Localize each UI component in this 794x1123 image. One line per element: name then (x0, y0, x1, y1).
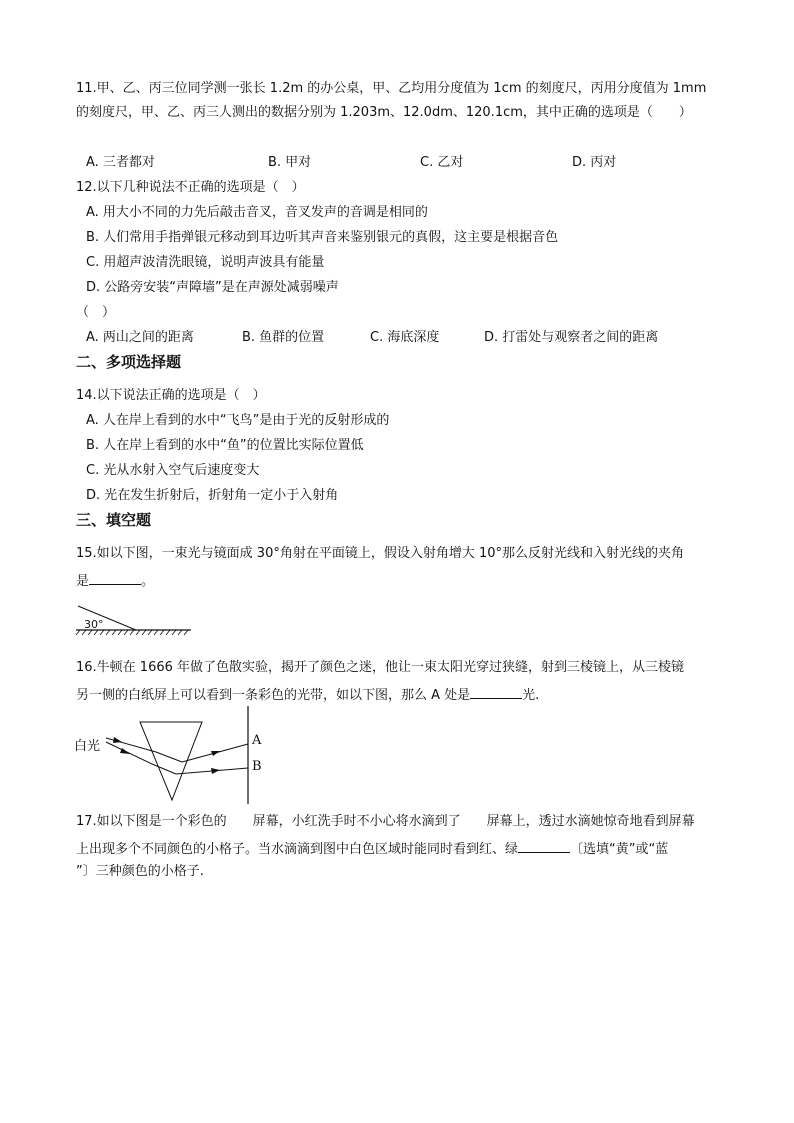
q15-stem-line2 (76, 570, 154, 591)
q17-line2-post: 〔选填“黄”或“蓝 (570, 842, 669, 857)
q13-option-b[interactable]: B. 鱼群的位置 (242, 330, 325, 345)
prism (140, 722, 202, 800)
inner-ray-upper (156, 752, 182, 762)
q14-stem: 14.以下说法正确的选项是（ ） (76, 388, 266, 403)
q14-option-c[interactable]: C. 光从水射入空气后速度变大 (86, 463, 260, 478)
section-title-multiple-choice: 二、多项选择题 (76, 353, 182, 371)
q17-stem-line1: 17.如以下图是一个彩色的 屏幕，小红洗手时不小心将水滴到了 屏幕上，透过水滴她惊奇地看到屏幕 (76, 814, 695, 829)
q13-stem: （ ） (76, 305, 116, 320)
q13-option-d[interactable]: D. 打雷处与观察者之间的距离 (484, 330, 659, 345)
q16-line2-post: 光. (522, 688, 540, 703)
angle-label: 30° (84, 618, 104, 631)
q17-stem-line2 (76, 838, 668, 859)
q13-option-a[interactable]: A. 两山之间的距离 (86, 330, 194, 345)
arrowhead-1 (113, 737, 122, 743)
q11-option-b[interactable]: B. 甲对 (268, 155, 312, 170)
q13-option-c[interactable]: C. 海底深度 (370, 330, 440, 345)
q17-answer-blank[interactable] (518, 838, 570, 853)
q17-line2-pre: 上出现多个不同颜色的小格子。当水滴滴到图中白色区域时能同时看到红、绿 (76, 842, 519, 857)
q14-option-d[interactable]: D. 光在发生折射后，折射角一定小于入射角 (86, 488, 339, 503)
arrowhead-3 (211, 751, 220, 756)
q14-option-b[interactable]: B. 人在岸上看到的水中“鱼”的位置比实际位置低 (86, 438, 364, 453)
white-light-label: 白光 (74, 739, 101, 754)
q12-option-d[interactable]: D. 公路旁安装“声障墙”是在声源处减弱噪声 (86, 280, 339, 295)
inner-ray-lower (152, 764, 176, 774)
incident-ray-lower (106, 742, 152, 764)
q17-stem-line3: ”〕三种颜色的小格子. (76, 864, 204, 879)
q15-line2-pre: 是 (76, 574, 90, 589)
q16-answer-blank[interactable] (470, 684, 522, 699)
section-title-fill-blank: 三、填空题 (76, 511, 152, 529)
q11-option-a[interactable]: A. 三者都对 (86, 155, 155, 170)
q11-option-c[interactable]: C. 乙对 (420, 155, 464, 170)
q12-option-b[interactable]: B. 人们常用手指弹银元移动到耳边听其声音来鉴别银元的真假，这主要是根据音色 (86, 230, 559, 245)
q15-stem-line1: 15.如以下图，一束光与镜面成 30°角射在平面镜上，假设入射角增大 10°那么反射光线和入射光线的夹角 (76, 546, 685, 561)
label-a: A (252, 733, 262, 748)
q16-prism-figure (72, 704, 272, 804)
q16-stem-line1: 16.牛顿在 1666 年做了色散实验，揭开了颜色之迷，他让一束太阳光穿过狭缝，射到三棱镜上，从三棱镜 (76, 660, 685, 675)
arrowhead-4 (211, 768, 220, 774)
q15-line2-post: 。 (141, 574, 155, 589)
q11-stem-line1: 11.甲、乙、丙三位同学测一张长 1.2m 的办公桌，甲、乙均用分度值为 1cm 的刻度尺，丙用分度值为 1mm (76, 81, 707, 96)
label-b: B (252, 759, 262, 774)
q16-stem-line2 (76, 684, 539, 705)
q11-option-d[interactable]: D. 丙对 (572, 155, 617, 170)
q12-option-a[interactable]: A. 用大小不同的力先后敲击音叉，音叉发声的音调是相同的 (86, 205, 428, 220)
q15-mirror-figure (76, 602, 196, 642)
q11-stem-line2: 的刻度尺，甲、乙、丙三人测出的数据分别为 1.203m、12.0dm、120.1cm，其中正确的选项是（ ） (76, 105, 692, 120)
q14-option-a[interactable]: A. 人在岸上看到的水中“飞鸟”是由于光的反射形成的 (86, 413, 390, 428)
q15-answer-blank[interactable] (89, 570, 141, 585)
q12-stem: 12.以下几种说法不正确的选项是（ ） (76, 180, 305, 195)
q16-line2-pre: 另一侧的白纸屏上可以看到一条彩色的光带，如以下图，那么 A 处是 (76, 688, 471, 703)
q12-option-c[interactable]: C. 用超声波清洗眼镜，说明声波具有能量 (86, 255, 325, 270)
